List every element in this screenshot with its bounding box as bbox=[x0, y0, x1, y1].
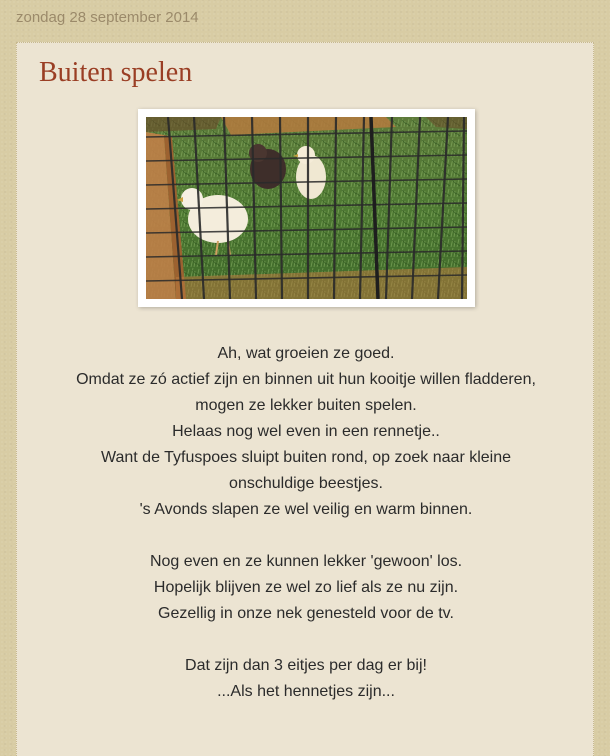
date-header: zondag 28 september 2014 bbox=[16, 9, 199, 26]
paragraph-gap bbox=[17, 627, 595, 653]
post-text-line: 's Avonds slapen ze wel veilig en warm binnen. bbox=[139, 501, 473, 518]
post-text-line: Dat zijn dan 3 eitjes per dag er bij! bbox=[185, 657, 427, 674]
blog-post bbox=[16, 42, 594, 756]
post-body bbox=[17, 341, 595, 705]
paragraph-gap bbox=[17, 523, 595, 549]
post-title[interactable]: Buiten spelen bbox=[39, 57, 193, 88]
post-text-line: Want de Tyfuspoes sluipt buiten rond, op zoek naar kleine bbox=[100, 449, 512, 466]
post-image[interactable] bbox=[138, 109, 475, 307]
post-text-line: onschuldige beestjes. bbox=[229, 475, 383, 492]
post-text-line: Nog even en ze kunnen lekker 'gewoon' los. bbox=[149, 553, 463, 570]
post-text-line: Hopelijk blijven ze wel zo lief als ze nu zijn. bbox=[153, 579, 459, 596]
chicks-in-cage-photo bbox=[146, 117, 467, 299]
post-text-line: ...Als het hennetjes zijn... bbox=[217, 683, 395, 700]
post-text-line: Helaas nog wel even in een rennetje.. bbox=[172, 423, 440, 440]
post-text-line: Ah, wat groeien ze goed. bbox=[217, 345, 395, 362]
post-text-line: Omdat ze zó actief zijn en binnen uit hun kooitje willen fladderen, bbox=[76, 371, 536, 388]
post-text-line: mogen ze lekker buiten spelen. bbox=[195, 397, 417, 414]
post-text-line: Gezellig in onze nek genesteld voor de tv. bbox=[158, 605, 454, 622]
